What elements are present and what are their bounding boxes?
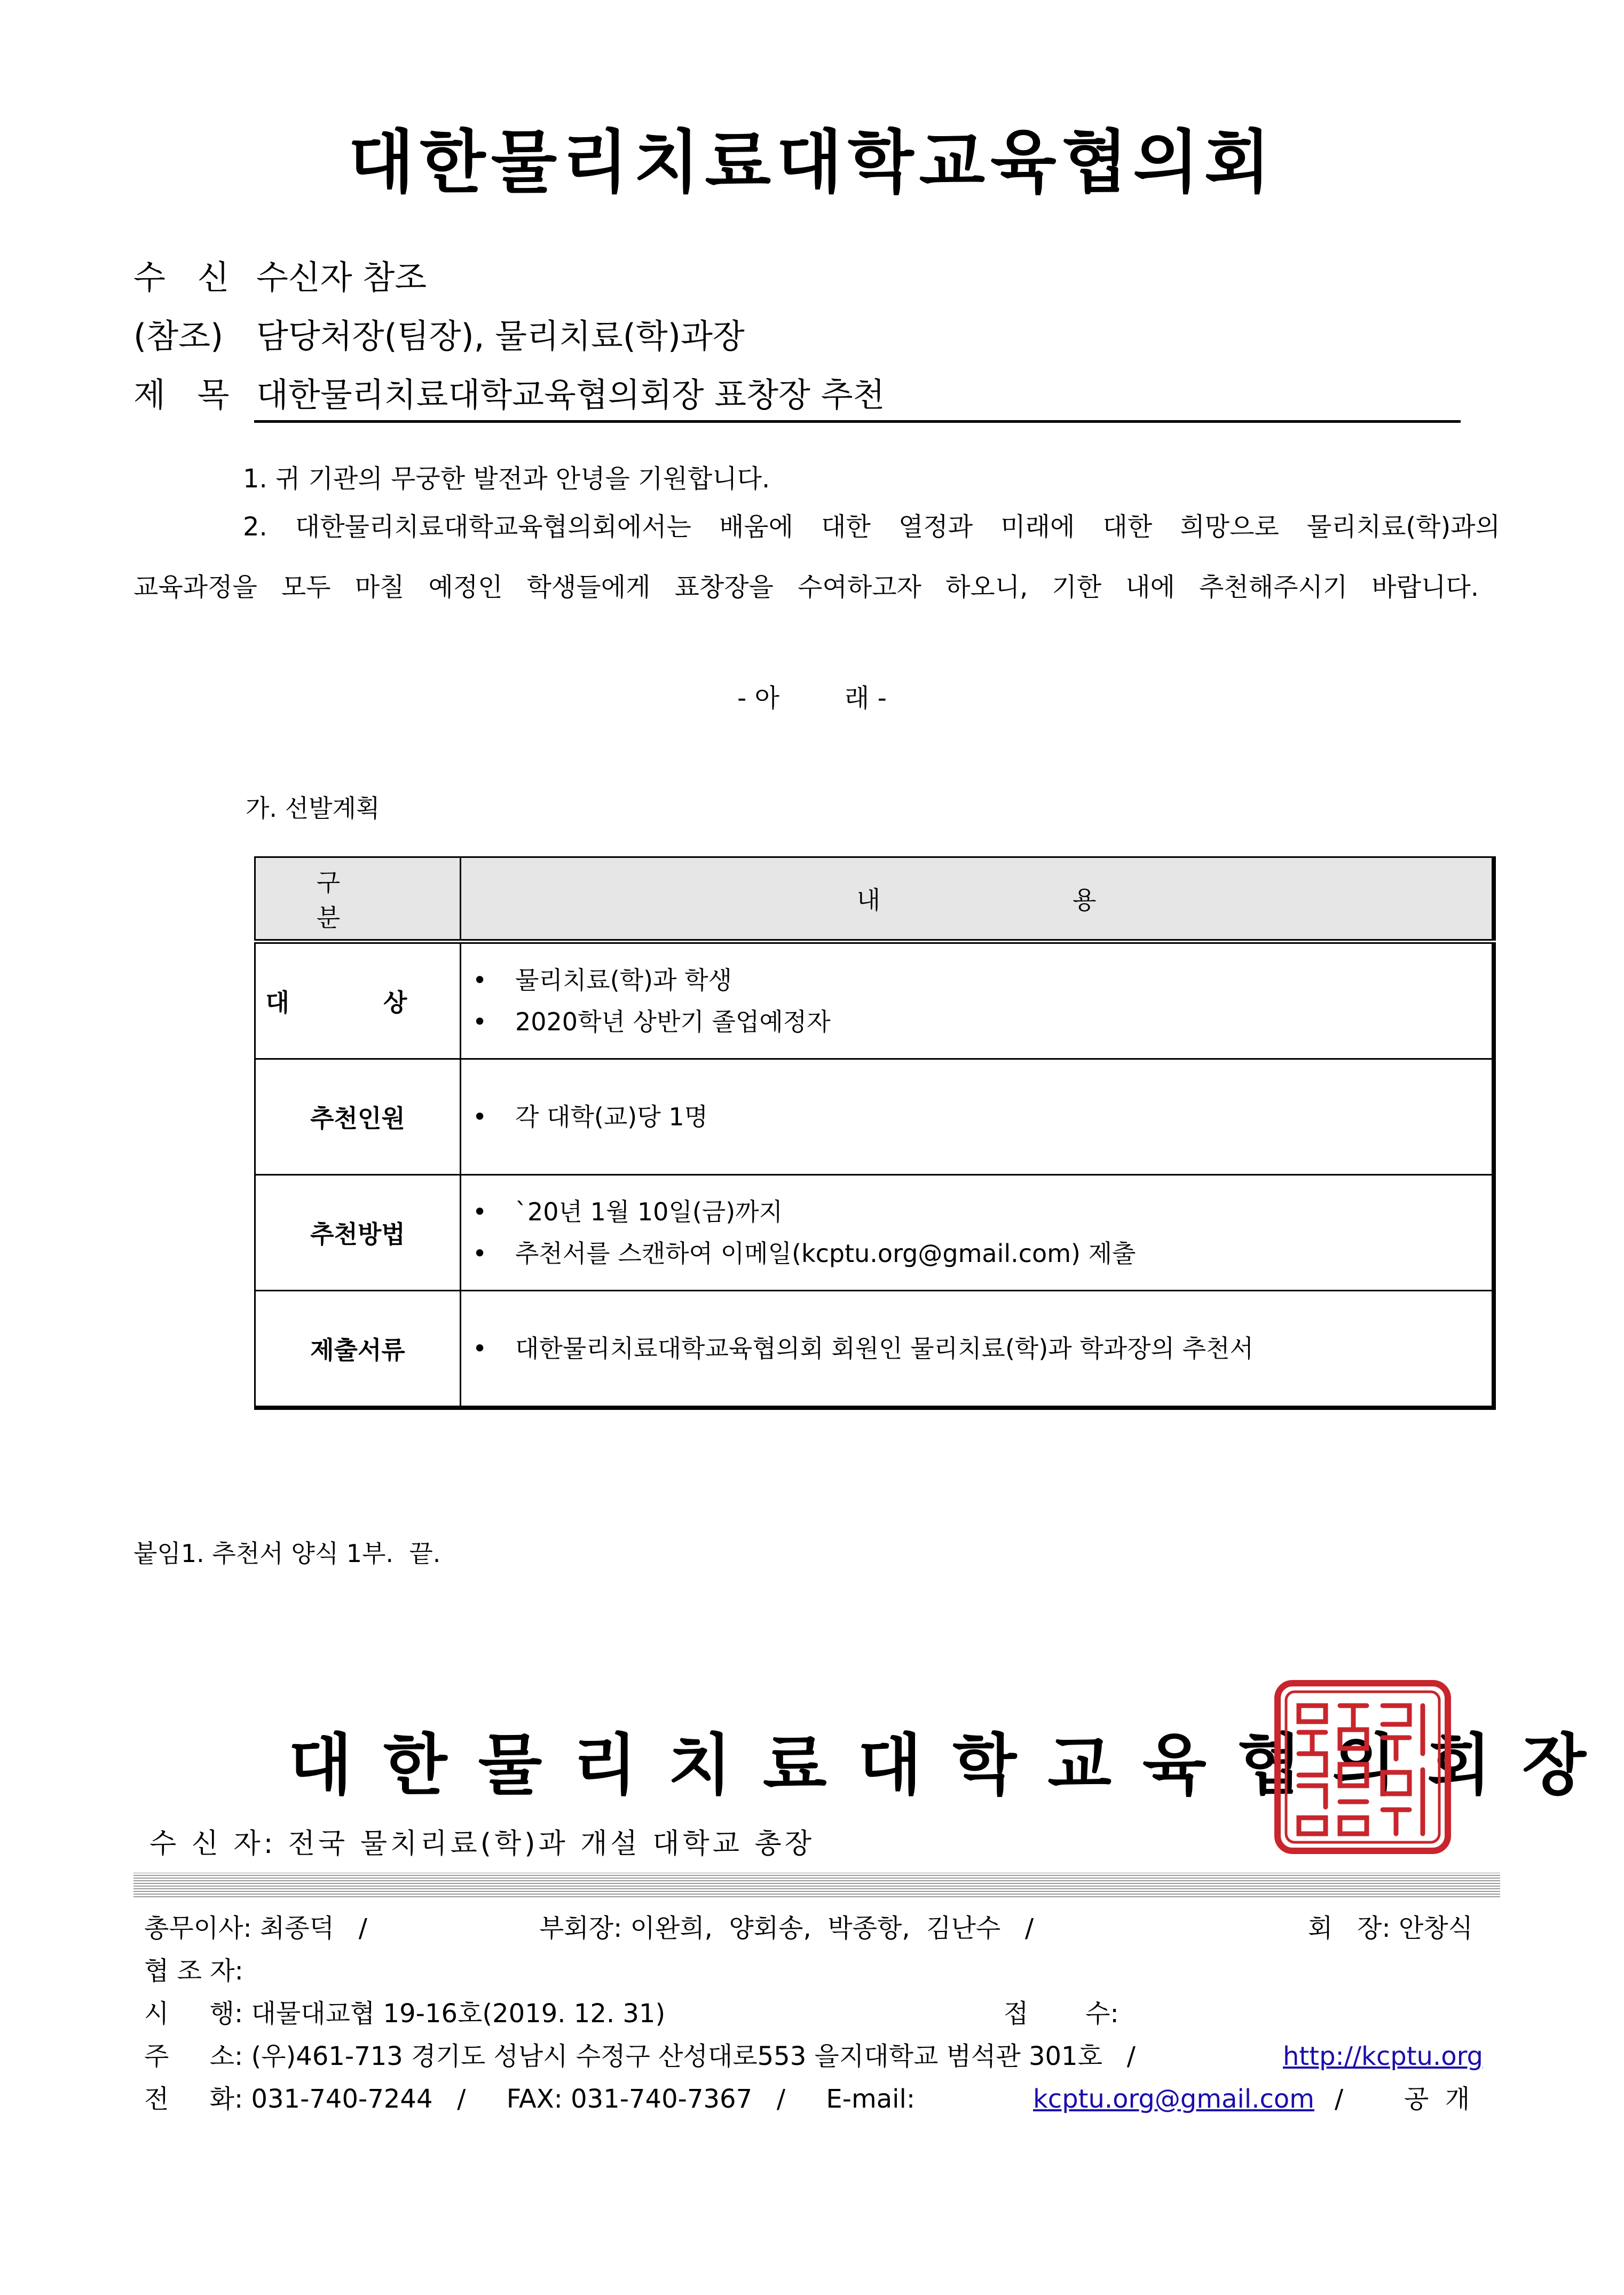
reference-value: 담당처장(팀장), 물리치료(학)과장: [256, 317, 745, 356]
footer-receipt: 접 수:: [1004, 1999, 1119, 2029]
reference-row: [133, 315, 745, 358]
row-content: [461, 942, 1494, 1059]
row-content: [461, 1175, 1494, 1291]
footer-secretary: 총무이사: 최종덕 /: [144, 1913, 367, 1943]
subject-value: 대한물리치료대학교육협의회장 표창장 추천: [256, 375, 885, 414]
selection-plan-table: [254, 856, 1496, 1410]
list-item: • `20년 1월 10일(금)까지: [472, 1191, 1491, 1233]
row-content: [461, 1291, 1494, 1408]
paragraph-2-line-1: 2. 대한물리치료대학교육협의회에서는 배움에 대한 열정과 미래에 대한 희망으로 물리치료(학)과의: [243, 512, 1500, 542]
footer-separator: /: [1335, 2084, 1344, 2114]
list-item: • 2020학년 상반기 졸업예정자: [472, 1001, 1491, 1043]
row-label: 제출서류: [255, 1291, 461, 1408]
official-red-seal-icon: [1273, 1679, 1452, 1855]
row-label: 대 상: [255, 942, 461, 1059]
row-label: 추천인원: [255, 1059, 461, 1175]
paragraph-1: 1. 귀 기관의 무궁한 발전과 안녕을 기원합니다.: [243, 464, 770, 494]
website-link[interactable]: http://kcptu.org: [1283, 2041, 1483, 2071]
attachment-note: 붙임1. 추천서 양식 1부. 끝.: [133, 1539, 441, 1568]
paragraph-2-line-2: 교육과정을 모두 마칠 예정인 학생들에게 표창장을 수여하고자 하오니, 기한 내에 추천해주시기 바랍니다.: [133, 572, 1479, 602]
footer-address: 주 소: (우)461-713 경기도 성남시 수정구 산성대로553 을지대학교 범석관 301호 /: [144, 2041, 1136, 2071]
list-item: • 물리치료(학)과 학생: [472, 959, 1491, 1001]
header-content-a: 내: [856, 886, 880, 914]
recipient-line: 수 신 자: 전국 물치리료(학)과 개설 대학교 총장: [149, 1828, 815, 1860]
header-content: [461, 857, 1494, 942]
separator-band: [133, 1873, 1500, 1897]
email-link[interactable]: kcptu.org@gmail.com: [1033, 2084, 1314, 2114]
footer-enforcement: 시 행: 대물대교협 19-16호(2019. 12. 31): [144, 1999, 666, 2029]
table-header-row: [255, 857, 1494, 942]
list-item: • 대한물리치료대학교육협의회 회원인 물리치료(학)과 학과장의 추천서: [472, 1328, 1491, 1369]
table-row: [255, 1175, 1494, 1291]
header-content-b: 용: [1073, 886, 1097, 914]
list-item: • 각 대학(교)당 1명: [472, 1096, 1491, 1138]
footer-vice-presidents: 부회장: 이완희, 양회송, 박종항, 김난수 /: [539, 1913, 1034, 1943]
sender-name: 대한물리치료대학교육협의회장: [288, 1727, 1617, 1804]
recipient-row: [133, 256, 427, 299]
document-title: 대한물리치료대학교육협의회: [348, 123, 1276, 202]
subject-underline: [254, 420, 1461, 423]
table-row: [255, 1059, 1494, 1175]
table-row: [255, 1291, 1494, 1408]
header-category: 구 분: [255, 857, 461, 942]
section-title: 가. 선발계획: [246, 794, 380, 823]
recipient-value: 수신자 참조: [256, 258, 427, 297]
table-row: [255, 942, 1494, 1059]
row-label: 추천방법: [255, 1175, 461, 1291]
footer-cooperator: 협 조 자:: [144, 1956, 243, 1986]
notice-heading: - 아 래 -: [737, 683, 887, 713]
row-content: [461, 1059, 1494, 1175]
reference-label: (참조): [133, 317, 224, 356]
footer-president: 회 장: 안창식: [1308, 1913, 1473, 1943]
footer-phone-fax: 전 화: 031-740-7244 / FAX: 031-740-7367 / E-mail:: [144, 2084, 916, 2114]
recipient-label: 수 신: [133, 258, 240, 297]
subject-label: 제 목: [133, 375, 240, 414]
list-item: • 추천서를 스캔하여 이메일(kcptu.org@gmail.com) 제출: [472, 1233, 1491, 1274]
footer-disclosure: 공 개: [1404, 2084, 1470, 2114]
subject-row: [133, 374, 885, 416]
